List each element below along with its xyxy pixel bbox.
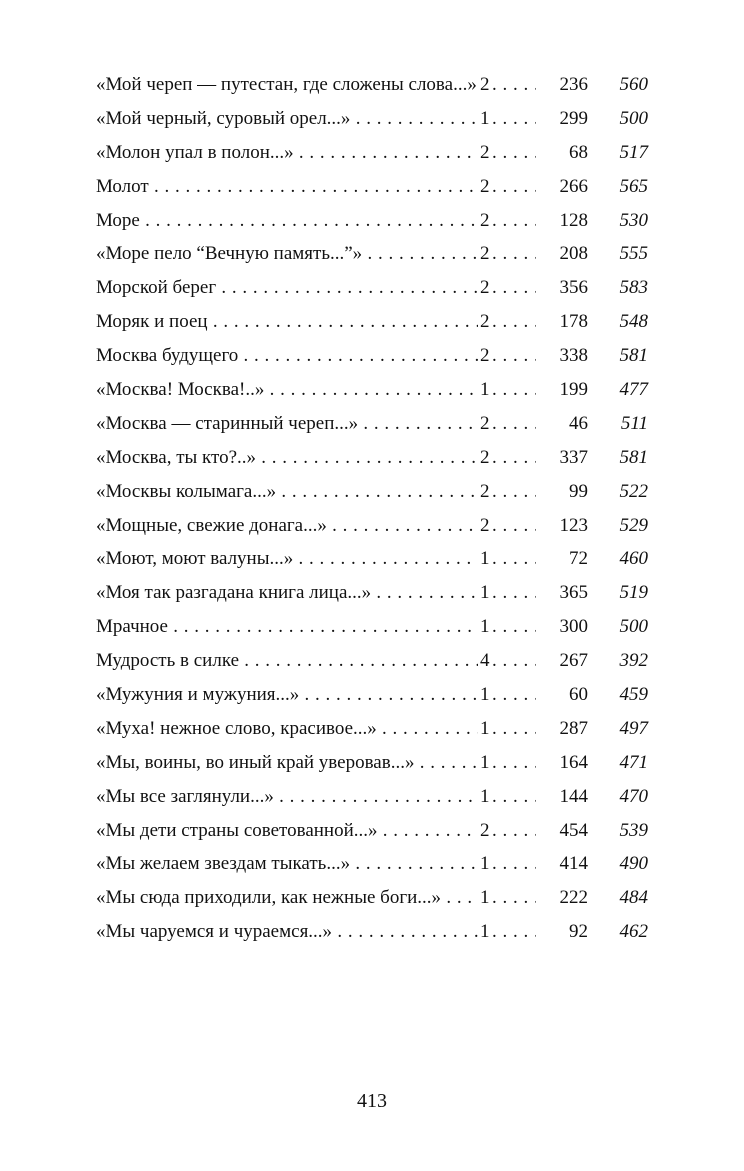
entry-comment-page: 565 <box>619 175 648 197</box>
entry-volume: 2 <box>478 339 494 373</box>
index-entry <box>96 271 656 305</box>
index-entry <box>96 339 656 373</box>
entry-volume: 1 <box>478 610 494 644</box>
entry-title: Мрачное . . . <box>96 610 478 644</box>
index-list <box>96 68 656 949</box>
entry-page: 365 <box>536 576 588 610</box>
entry-volume: 2 <box>478 509 494 543</box>
index-entry <box>96 441 656 475</box>
entry-title: «Море пело “Вечную память...”» . . . <box>96 237 478 271</box>
entry-comment-page: 529 <box>619 514 648 536</box>
entry-volume: 2 <box>478 475 494 509</box>
entry-page: 266 <box>536 170 588 204</box>
entry-volume: 2 <box>478 136 494 170</box>
entry-volume: 1 <box>478 881 494 915</box>
entry-page: 287 <box>536 712 588 746</box>
entry-title: «Молон упал в полон...» . . . <box>96 136 478 170</box>
entry-page: 178 <box>536 305 588 339</box>
entry-page: 72 <box>536 542 588 576</box>
entry-comment-page: 539 <box>619 819 648 841</box>
index-entry <box>96 305 656 339</box>
entry-page: 164 <box>536 746 588 780</box>
entry-title: «Мы чаруемся и чураемся...» . . . <box>96 915 478 949</box>
entry-comment-page: 581 <box>619 446 648 468</box>
entry-page: 454 <box>536 814 588 848</box>
index-entry <box>96 915 656 949</box>
entry-volume: 2 <box>478 305 494 339</box>
entry-title: «Мы желаем звездам тыкать...» . . . <box>96 847 478 881</box>
entry-volume: 1 <box>478 102 494 136</box>
entry-page: 208 <box>536 237 588 271</box>
entry-title: Мудрость в силке . . . <box>96 644 478 678</box>
entry-comment-page: 517 <box>619 141 648 163</box>
index-entry <box>96 610 656 644</box>
index-entry <box>96 576 656 610</box>
entry-comment-page: 490 <box>619 853 648 875</box>
entry-title: Молот . . . <box>96 170 478 204</box>
entry-volume: 2 <box>478 407 494 441</box>
entry-comment-page: 500 <box>619 107 648 129</box>
entry-volume: 2 <box>478 441 494 475</box>
entry-title: «Москва! Москва!..» . . . <box>96 373 478 407</box>
entry-volume: 1 <box>478 746 494 780</box>
index-entry <box>96 780 656 814</box>
entry-comment-page: 392 <box>619 650 648 672</box>
entry-volume: 2 <box>478 170 494 204</box>
entry-comment-page: 581 <box>619 345 648 367</box>
index-entry <box>96 644 656 678</box>
index-entry <box>96 407 656 441</box>
index-entry <box>96 373 656 407</box>
entry-volume: 2 <box>478 271 494 305</box>
entry-page: 414 <box>536 847 588 881</box>
entry-volume: 4 <box>478 644 494 678</box>
entry-title: «Муха! нежное слово, красивое...» . . . <box>96 712 478 746</box>
entry-comment-page: 459 <box>619 684 648 706</box>
entry-page: 144 <box>536 780 588 814</box>
entry-page: 199 <box>536 373 588 407</box>
entry-title: Моряк и поец . . . <box>96 305 478 339</box>
entry-volume: 1 <box>478 678 494 712</box>
page-number: 413 <box>357 1090 387 1112</box>
entry-comment-page: 484 <box>619 887 648 909</box>
entry-page: 68 <box>536 136 588 170</box>
entry-page: 300 <box>536 610 588 644</box>
entry-volume: 2 <box>478 204 494 238</box>
entry-comment-page: 460 <box>619 548 648 570</box>
entry-page: 267 <box>536 644 588 678</box>
entry-title: «Мой череп — путестан, где сложены слова...» . . . <box>96 68 478 102</box>
index-entry <box>96 102 656 136</box>
entry-page: 337 <box>536 441 588 475</box>
index-entry <box>96 881 656 915</box>
entry-comment-page: 522 <box>619 480 648 502</box>
index-entry <box>96 136 656 170</box>
index-entry <box>96 68 656 102</box>
entry-comment-page: 500 <box>619 616 648 638</box>
entry-title: «Москва, ты кто?..» . . . <box>96 441 478 475</box>
entry-comment-page: 519 <box>619 582 648 604</box>
entry-volume: 1 <box>478 847 494 881</box>
entry-comment-page: 548 <box>619 311 648 333</box>
entry-title: «Мы, воины, во иный край уверовав...» . . . <box>96 746 478 780</box>
index-entry <box>96 847 656 881</box>
entry-page: 356 <box>536 271 588 305</box>
entry-title: «Москва — старинный череп...» . . . <box>96 407 478 441</box>
entry-comment-page: 530 <box>619 209 648 231</box>
entry-page: 236 <box>536 68 588 102</box>
entry-title: «Москвы колымага...» . . . <box>96 475 478 509</box>
entry-page: 60 <box>536 678 588 712</box>
entry-title: Морской берег . . . <box>96 271 478 305</box>
entry-page: 123 <box>536 509 588 543</box>
entry-title: Москва будущего . . . <box>96 339 478 373</box>
entry-title: «Моя так разгадана книга лица...» . . . <box>96 576 478 610</box>
index-entry <box>96 509 656 543</box>
entry-title: «Мы сюда приходили, как нежные боги...» . . . <box>96 881 478 915</box>
entry-comment-page: 560 <box>619 74 648 95</box>
entry-volume: 1 <box>478 915 494 949</box>
entry-page: 46 <box>536 407 588 441</box>
entry-title: «Мы все заглянули...» . . . <box>96 780 478 814</box>
entry-title: «Моют, моют валуны...» . . . <box>96 542 478 576</box>
index-entry <box>96 814 656 848</box>
index-entry <box>96 542 656 576</box>
entry-title: «Мощные, свежие донага...» . . . <box>96 509 478 543</box>
entry-page: 222 <box>536 881 588 915</box>
index-entry <box>96 237 656 271</box>
entry-comment-page: 470 <box>619 785 648 807</box>
entry-comment-page: 471 <box>619 751 648 773</box>
index-entry <box>96 475 656 509</box>
entry-page: 128 <box>536 204 588 238</box>
index-entry <box>96 712 656 746</box>
entry-volume: 1 <box>478 712 494 746</box>
entry-volume: 2 <box>478 68 494 102</box>
entry-comment-page: 583 <box>619 277 648 299</box>
index-entry <box>96 678 656 712</box>
entry-comment-page: 477 <box>619 379 648 401</box>
entry-page: 92 <box>536 915 588 949</box>
entry-page: 299 <box>536 102 588 136</box>
entry-comment-page: 555 <box>619 243 648 265</box>
entry-title: «Мы дети страны советованной...» . . . <box>96 814 478 848</box>
entry-volume: 1 <box>478 542 494 576</box>
entry-volume: 1 <box>478 576 494 610</box>
entry-title: Море . . . <box>96 204 478 238</box>
entry-page: 99 <box>536 475 588 509</box>
entry-comment-page: 462 <box>619 921 648 943</box>
entry-volume: 1 <box>478 373 494 407</box>
entry-volume: 2 <box>478 237 494 271</box>
entry-page: 338 <box>536 339 588 373</box>
index-entry <box>96 170 656 204</box>
entry-comment-page: 497 <box>619 717 648 739</box>
index-entry <box>96 746 656 780</box>
entry-title: «Мужуния и мужуния...» . . . <box>96 678 478 712</box>
entry-title: «Мой черный, суровый орел...» . . . <box>96 102 478 136</box>
entry-volume: 1 <box>478 780 494 814</box>
entry-comment-page: 511 <box>620 412 648 434</box>
entry-volume: 2 <box>478 814 494 848</box>
index-entry <box>96 204 656 238</box>
